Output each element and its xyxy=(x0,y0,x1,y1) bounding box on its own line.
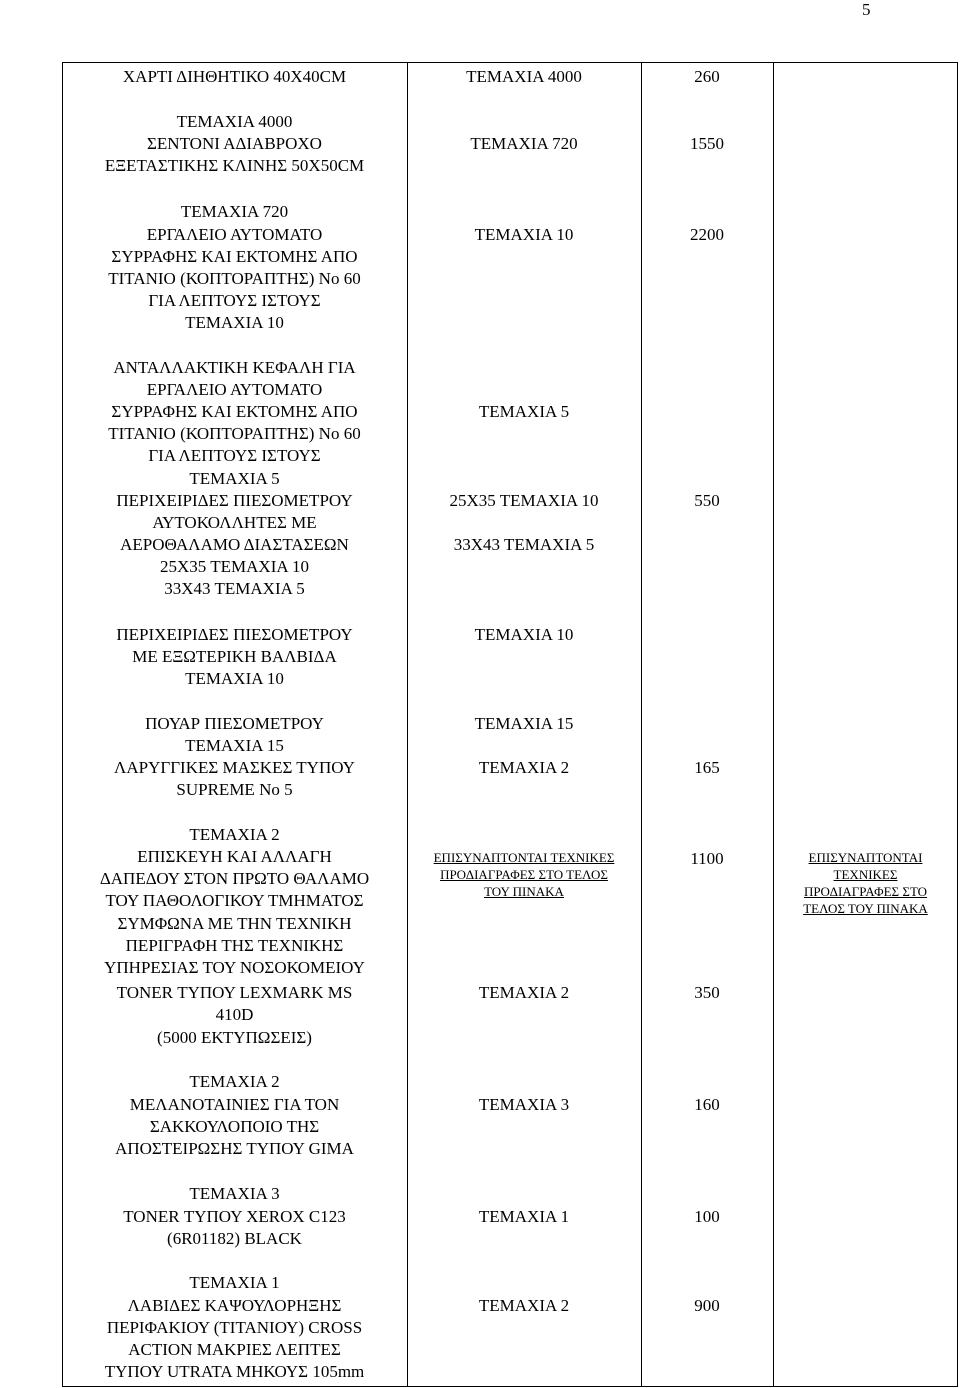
item-price: 900 xyxy=(694,1296,720,1315)
item-desc-line: ΤΕΜΑΧΙΑ 2 xyxy=(189,1072,280,1091)
item-desc-line: ΕΠΙΣΚΕΥΗ ΚΑΙ ΑΛΛΑΓΗ xyxy=(137,847,332,866)
item-price: 260 xyxy=(694,67,720,86)
item-desc-line: ΛΑΡΥΓΓΙΚΕΣ ΜΑΣΚΕΣ ΤΥΠΟΥ xyxy=(114,758,355,777)
item-desc-line: ΓΙΑ ΛΕΠΤΟΥΣ ΙΣΤΟΥΣ xyxy=(148,291,321,310)
item-desc-line: ΕΞΕΤΑΣΤΙΚΗΣ ΚΛΙΝΗΣ 50Χ50CM xyxy=(104,156,365,175)
item-desc-line: (5000 ΕΚΤΥΠΩΣΕΙΣ) xyxy=(157,1028,312,1047)
item-quantity: ΤΕΜΑΧΙΑ 4000 xyxy=(466,67,582,86)
item-quantity: ΤΕΜΑΧΙΑ 720 xyxy=(470,134,578,153)
item-desc-line: ΜΕΛΑΝΟΤΑΙΝΙΕΣ ΓΙΑ ΤΟΝ xyxy=(129,1095,340,1114)
item-desc-line: ΕΡΓΑΛΕΙΟ ΑΥΤΟΜΑΤΟ xyxy=(146,225,323,244)
item-price: 1100 xyxy=(690,849,724,868)
item-price: 350 xyxy=(694,983,720,1002)
item-desc-line: ΑΠΟΣΤΕΙΡΩΣΗΣ ΤΥΠΟΥ GIMA xyxy=(115,1139,354,1158)
item-desc-line: ΛΑΒΙΔΕΣ ΚΑΨΟΥΛΟΡΗΞΗΣ xyxy=(127,1296,342,1315)
item-price: 1550 xyxy=(690,134,724,153)
item-desc-line: ΤΙΤΑΝΙΟ (ΚΟΠΤΟΡΑΠΤΗΣ) Νο 60 xyxy=(108,269,361,288)
item-desc-line: ΤΕΜΑΧΙΑ 4000 xyxy=(176,112,293,131)
item-desc-line: ΠΕΡΙΦΑΚΙΟΥ (ΤΙΤΑΝΙΟΥ) CROSS xyxy=(106,1318,363,1337)
item-desc-line: ΓΙΑ ΛΕΠΤΟΥΣ ΙΣΤΟΥΣ xyxy=(148,446,321,465)
item-price: 100 xyxy=(694,1207,720,1226)
column-divider xyxy=(773,62,774,1386)
item-quantity: ΤΕΜΑΧΙΑ 2 xyxy=(478,983,570,1002)
table-bottom-border xyxy=(62,1386,958,1387)
item-desc-line: ΕΡΓΑΛΕΙΟ ΑΥΤΟΜΑΤΟ xyxy=(146,380,323,399)
item-quantity: 33Χ43 ΤΕΜΑΧΙΑ 5 xyxy=(453,535,595,554)
item-price: 165 xyxy=(694,758,720,777)
item-desc-line: SUPREME Νο 5 xyxy=(176,780,293,799)
item-desc-line: ΤΙΤΑΝΙΟ (ΚΟΠΤΟΡΑΠΤΗΣ) Νο 60 xyxy=(108,424,361,443)
item-price: 2200 xyxy=(690,225,724,244)
item-desc-line: ΤΕΜΑΧΙΑ 10 xyxy=(185,669,284,688)
spec-note-line: ΠΡΟΔΙΑΓΡΑΦΕΣ ΣΤΟ xyxy=(803,884,928,899)
item-desc-line: 410D xyxy=(215,1005,254,1024)
item-desc-line: ACTION ΜΑΚΡΙΕΣ ΛΕΠΤΕΣ xyxy=(128,1340,341,1359)
page-number: 5 xyxy=(862,0,871,19)
item-desc-line: ΤΕΜΑΧΙΑ 5 xyxy=(189,469,280,488)
item-desc-line: ΠΟΥΑΡ ΠΙΕΣΟΜΕΤΡΟΥ xyxy=(145,714,324,733)
spec-note-line: ΕΠΙΣΥΝΑΠΤΟΝΤΑΙ xyxy=(808,850,923,865)
item-quantity: ΤΕΜΑΧΙΑ 1 xyxy=(478,1207,570,1226)
item-quantity: ΤΕΜΑΧΙΑ 2 xyxy=(478,758,570,777)
item-desc-line: ΣΕΝΤΟΝΙ ΑΔΙΑΒΡΟΧΟ xyxy=(147,134,322,153)
item-quantity: ΤΕΜΑΧΙΑ 15 xyxy=(474,714,574,733)
item-desc-line: 33Χ43 ΤΕΜΑΧΙΑ 5 xyxy=(164,579,305,598)
spec-note-line: ΤΟΥ ΠΙΝΑΚΑ xyxy=(484,884,564,899)
item-desc-line: ΤΟΥ ΠΑΘΟΛΟΓΙΚΟΥ ΤΜΗΜΑΤΟΣ xyxy=(105,891,364,910)
item-desc-line: 25Χ35 ΤΕΜΑΧΙΑ 10 xyxy=(160,557,309,576)
item-desc-line: TONER ΤΥΠΟΥ LEXMARK MS xyxy=(116,983,353,1002)
item-desc-line: ΜΕ ΕΞΩΤΕΡΙΚΗ ΒΑΛΒΙΔΑ xyxy=(132,647,337,666)
item-desc-line: ΣΥΡΡΑΦΗΣ ΚΑΙ ΕΚΤΟΜΗΣ ΑΠΟ xyxy=(111,402,358,421)
item-desc-line: ΑΥΤΟΚΟΛΛΗΤΕΣ ΜΕ xyxy=(152,513,317,532)
item-desc-line: ΣΑΚΚΟΥΛΟΠΟΙΟ ΤΗΣ xyxy=(149,1117,320,1136)
item-price: 160 xyxy=(694,1095,720,1114)
item-desc-line: ΠΕΡΙΧΕΙΡΙΔΕΣ ΠΙΕΣΟΜΕΤΡΟΥ xyxy=(116,625,353,644)
spec-note-line: ΕΠΙΣΥΝΑΠΤΟΝΤΑΙ ΤΕΧΝΙΚΕΣ xyxy=(433,850,615,865)
column-divider xyxy=(957,62,958,1386)
item-desc-line: ΤΥΠΟΥ UTRATA ΜΗΚΟΥΣ 105mm xyxy=(104,1362,365,1381)
spec-note-line: ΠΡΟΔΙΑΓΡΑΦΕΣ ΣΤΟ ΤΕΛΟΣ xyxy=(440,867,608,882)
item-desc-line: TONER ΤΥΠΟΥ XEROX C123 xyxy=(123,1207,346,1226)
item-desc-line: ΤΕΜΑΧΙΑ 10 xyxy=(185,313,284,332)
item-desc-line: ΤΕΜΑΧΙΑ 2 xyxy=(189,825,280,844)
spec-note-line: ΤΕΛΟΣ ΤΟΥ ΠΙΝΑΚΑ xyxy=(803,901,928,916)
item-desc-line: ΧΑΡΤΙ ΔΙΗΘΗΤΙΚΟ 40Χ40CM xyxy=(122,67,347,86)
item-desc-line: ΤΕΜΑΧΙΑ 720 xyxy=(180,202,289,221)
item-quantity: ΤΕΜΑΧΙΑ 10 xyxy=(474,225,574,244)
column-divider xyxy=(641,62,642,1386)
item-desc-line: ΑΕΡΟΘΑΛΑΜΟ ΔΙΑΣΤΑΣΕΩΝ xyxy=(120,535,349,554)
item-quantity: ΤΕΜΑΧΙΑ 3 xyxy=(478,1095,570,1114)
item-quantity: ΤΕΜΑΧΙΑ 2 xyxy=(478,1296,570,1315)
table-top-border xyxy=(62,62,958,63)
item-desc-line: ΥΠΗΡΕΣΙΑΣ ΤΟΥ ΝΟΣΟΚΟΜΕΙΟΥ xyxy=(104,958,365,977)
item-price: 550 xyxy=(694,491,720,510)
item-desc-line: ΣΥΡΡΑΦΗΣ ΚΑΙ ΕΚΤΟΜΗΣ ΑΠΟ xyxy=(111,247,358,266)
spec-note-line: ΤΕΧΝΙΚΕΣ xyxy=(833,867,898,882)
item-desc-line: ΤΕΜΑΧΙΑ 1 xyxy=(189,1273,280,1292)
item-desc-line: ΤΕΜΑΧΙΑ 15 xyxy=(185,736,284,755)
item-desc-line: ΤΕΜΑΧΙΑ 3 xyxy=(189,1184,280,1203)
item-quantity: ΤΕΜΑΧΙΑ 5 xyxy=(478,402,570,421)
item-quantity: ΤΕΜΑΧΙΑ 10 xyxy=(474,625,574,644)
item-desc-line: ΔΑΠΕΔΟΥ ΣΤΟΝ ΠΡΩΤΟ ΘΑΛΑΜΟ xyxy=(99,869,370,888)
item-desc-line: (6R01182) BLACK xyxy=(167,1229,302,1248)
item-desc-line: ΣΥΜΦΩΝΑ ΜΕ ΤΗΝ ΤΕΧΝΙΚΗ xyxy=(117,914,352,933)
item-desc-line: ΠΕΡΙΧΕΙΡΙΔΕΣ ΠΙΕΣΟΜΕΤΡΟΥ xyxy=(116,491,353,510)
item-desc-line: ΠΕΡΙΓΡΑΦΗ ΤΗΣ ΤΕΧΝΙΚΗΣ xyxy=(125,936,344,955)
item-quantity: 25Χ35 ΤΕΜΑΧΙΑ 10 xyxy=(449,491,599,510)
item-desc-line: ΑΝΤΑΛΛΑΚΤΙΚΗ ΚΕΦΑΛΗ ΓΙΑ xyxy=(113,358,356,377)
